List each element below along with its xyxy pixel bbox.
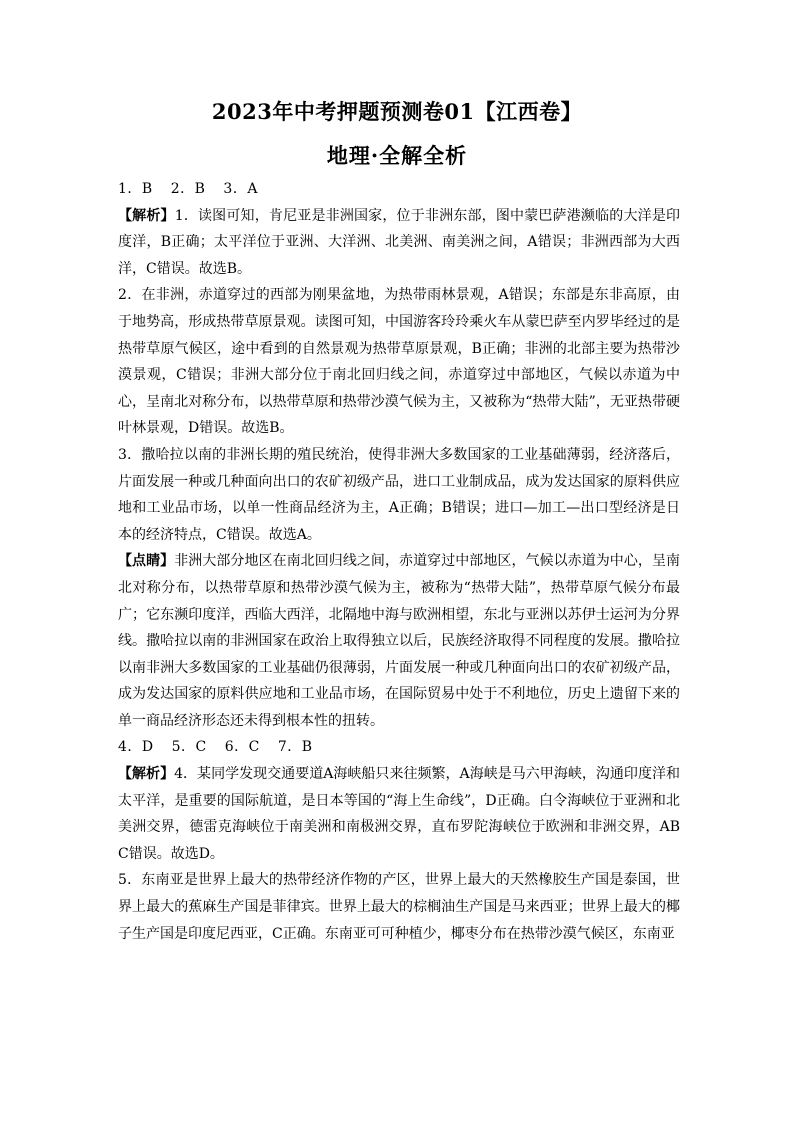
answer-item: 7．B — [277, 739, 313, 756]
page-subtitle: 地理·全解全析 — [326, 143, 468, 168]
document-body — [118, 176, 680, 947]
answer-item: 4．D — [118, 739, 154, 756]
analysis-tag: 【解析】 — [118, 766, 175, 783]
highlight-tag: 【点睛】 — [118, 553, 175, 570]
analysis-text: 4．某同学发现交通要道A海峡船只来往频繁，A海峡是马六甲海峡，沟通印度洋和太平洋，是重要的国际航道，是日本等国的“海上生命线”，D正确。白令海峡位于亚洲和北美洲交界，德雷克海峡位于南美洲和南极洲交界，直布罗陀海峡位于欧洲和非洲交界，ABC错误。故选D。 — [118, 766, 680, 862]
answer-item: 1．B — [118, 181, 153, 197]
analysis-q2: 2．在非洲，赤道穿过的西部为刚果盆地，为热带雨林景观，A错误；东部是东非高原，由于地势高，形成热带草原景观。读图可知，中国游客玲玲乘火车从蒙巴萨至内罗毕经过的是热带草原气候区，途中看到的自然景观为热带草原景观，B正确；非洲的北部主要为热带沙漠景观，C错误；非洲大部分位于南北回归线之间，赤道穿过中部地区，气候以赤道为中心，呈南北对称分布，以热带草原和热带沙漠气候为主，又被称为“热带大陆”，无亚热带硬叶林景观，D错误。故选B。 — [118, 287, 680, 437]
answer-item: 6．C — [224, 739, 260, 756]
analysis-q4 — [118, 761, 680, 867]
analysis-text: 1．读图可知，肯尼亚是非洲国家，位于非洲东部，图中蒙巴萨港濒临的大洋是印度洋，B正确；太平洋位于亚洲、大洋洲、北美洲、南美洲之间，A错误；非洲西部为大西洋，C错误。故选B。 — [118, 207, 681, 277]
analysis-tag: 【解析】 — [118, 207, 175, 224]
highlight-text: 非洲大部分地区在南北回归线之间，赤道穿过中部地区，气候以赤道为中心，呈南北对称分布，以热带草原和热带沙漠气候为主，被称为“热带大陆”，热带草原气候分布最广；它东濒印度洋，西临大西洋，北隔地中海与欧洲相望，东北与亚洲以苏伊士运河为分界线。撒哈拉以南的非洲国家在政治上取得独立以后，民族经济取得不同程度的发展。撒哈拉以南非洲大多数国家的工业基础仍很薄弱，片面发展一种或几种面向出口的农矿初级产品，成为发达国家的原料供应地和工业品市场，在国际贸易中处于不利地位，历史上遗留下来的单一商品经济形态还未得到根本性的扭转。 — [118, 553, 681, 729]
highlight-paragraph — [118, 548, 680, 734]
analysis-q5: 5．东南亚是世界上最大的热带经济作物的产区，世界上最大的天然橡胶生产国是泰国，世界上最大的蕉麻生产国是菲律宾。世界上最大的棕榈油生产国是马来西亚；世界上最大的椰子生产国是印度尼西亚，C正确。东南亚可可种植少，椰枣分布在热带沙漠气候区，东南亚 — [118, 872, 680, 942]
answer-line-2 — [118, 734, 680, 761]
analysis-q1 — [118, 203, 680, 283]
answer-line-1 — [118, 176, 680, 203]
answer-item: 3．A — [223, 181, 258, 197]
page-title: 2023年中考押题预测卷01【江西卷】 — [211, 99, 583, 124]
analysis-q3: 3．撒哈拉以南的非洲长期的殖民统治，使得非洲大多数国家的工业基础薄弱，经济落后，片面发展一种或几种面向出口的农矿初级产品，进口工业制成品，成为发达国家的原料供应地和工业品市场，以单一性商品经济为主，A正确；B错误；进口—加工—出口型经济是日本的经济特点，C错误。故选A。 — [118, 446, 680, 543]
answer-item: 2．B — [170, 181, 206, 197]
answer-item: 5．C — [171, 739, 207, 756]
